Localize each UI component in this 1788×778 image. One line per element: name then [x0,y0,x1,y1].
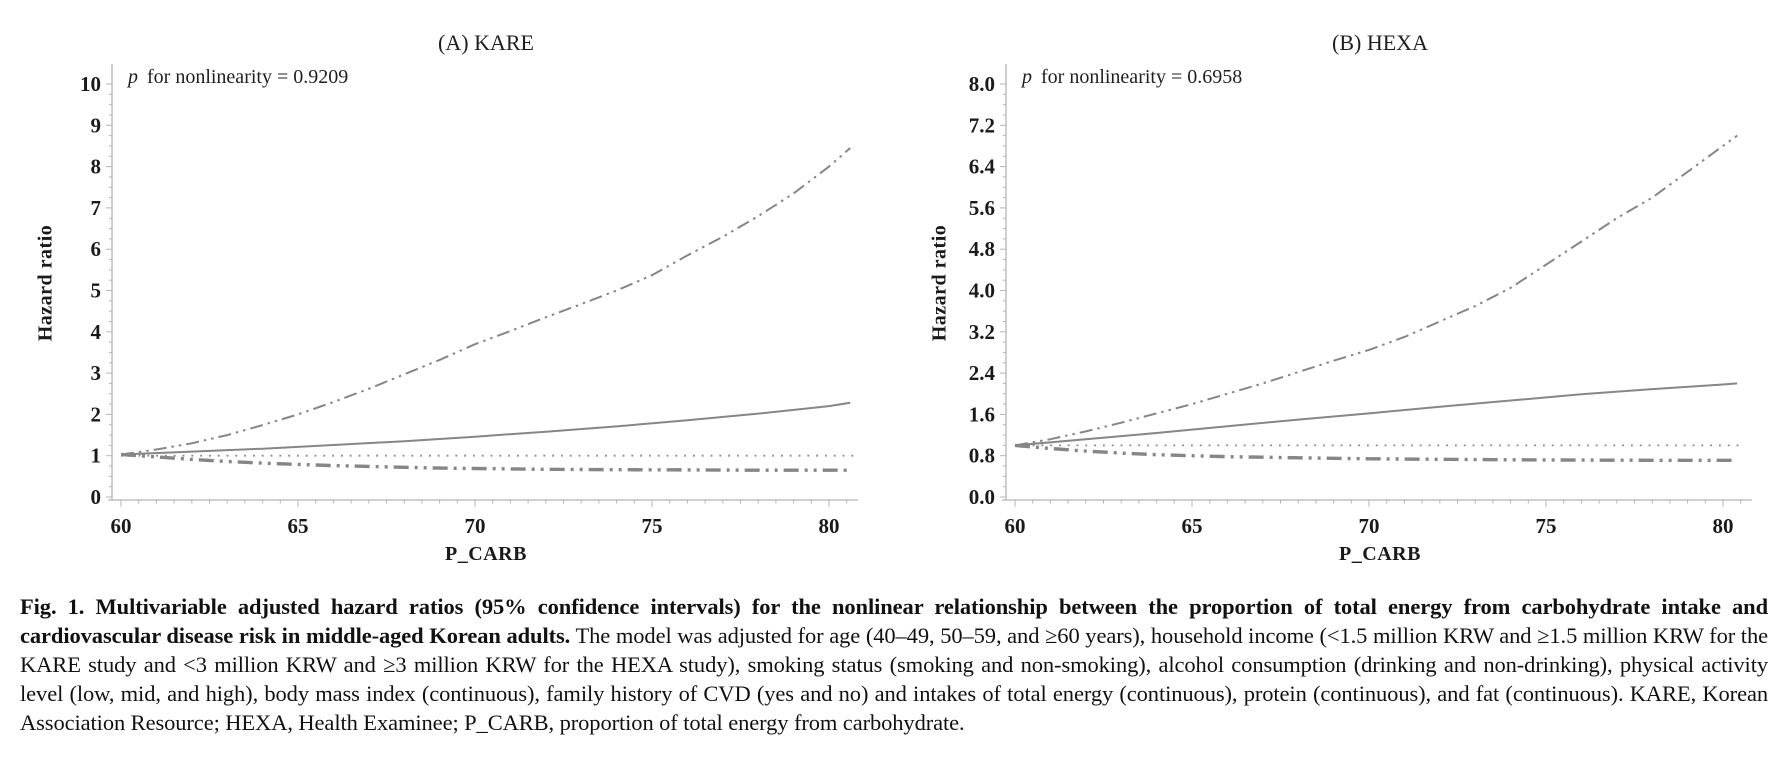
y-tick-label: 6 [90,237,101,262]
y-tick-label: 1.6 [968,402,995,427]
panel-b-title: (B) HEXA [1332,30,1428,55]
panel-a-title: (A) KARE [438,30,534,55]
y-tick-label: 8.0 [968,72,995,96]
x-tick-label: 65 [287,514,309,538]
panel-kare [0,0,894,580]
panel-hexa [894,0,1788,580]
x-tick-label: 70 [1358,514,1380,538]
y-tick-label: 7 [90,195,101,220]
plot-area-hexa [894,0,1788,580]
x-axis-title-b: P_CARB [1339,543,1421,565]
y-tick-label: 0.0 [968,485,995,509]
y-tick-label: 2 [90,402,101,427]
y-tick-label: 10 [80,72,101,96]
y-tick-label: 3.2 [968,319,995,344]
y-tick-label: 8 [90,154,101,179]
x-axis-title-a: P_CARB [445,543,527,565]
p-value-text: for nonlinearity = 0.9209 [142,66,349,88]
series-upper-95ci [121,148,850,455]
x-tick-label: 75 [1535,514,1557,538]
p-value-text: for nonlinearity = 0.6958 [1036,66,1243,88]
series-upper-95ci [1015,136,1737,446]
x-tick-label: 60 [110,514,132,538]
plot-area-kare [0,0,894,580]
series-lower-95ci [1015,445,1737,460]
p-symbol: p [1022,66,1032,88]
series-hazard-ratio [1015,383,1737,445]
y-axis-title-b: Hazard ratio [928,224,951,342]
series-hazard-ratio [121,403,850,455]
x-tick-label: 65 [1181,514,1203,538]
y-tick-label: 5 [90,278,101,303]
y-tick-label: 0.8 [968,443,995,468]
caption-body-text: The model was adjusted for age (40–49, 50–59, and ≥60 years), household income (<1.5 million KRW and ≥1.5 million KRW for the KARE study and <3 million KRW and ≥3 million KRW for the HEXA study), smoking status (smoking and non-smoking), alcohol consumption (drinking and non-drinking), physical activity level (low, mid, and high), body mass index (continuous), family history of CVD (yes and no) and intakes of total energy (continuous), protein (continuous), and fat (continuous). KARE, Korean Association Resource; HEXA, Health Examinee; P_CARB, proportion of total energy from carbohydrate. [20,623,1768,735]
p-symbol: p [128,66,138,88]
y-tick-label: 4.0 [968,278,995,303]
x-tick-label: 80 [818,514,840,538]
y-tick-label: 5.6 [968,195,995,220]
y-tick-label: 9 [90,113,101,138]
caption-bold-text: Fig. 1. Multivariable adjusted hazard ratios (95% confidence intervals) for the nonlinear relationship between the proportion of total energy from carbohydrate intake and cardiovascular disease risk in middle-aged Korean adults. [20,594,1768,648]
y-tick-label: 2.4 [968,361,995,386]
x-tick-label: 70 [464,514,486,538]
y-tick-label: 4 [90,319,101,344]
series-lower-95ci [121,455,850,471]
y-tick-label: 6.4 [968,154,995,179]
x-tick-label: 75 [641,514,663,538]
y-axis-title-a: Hazard ratio [34,224,57,342]
x-tick-label: 80 [1712,514,1734,538]
figure-caption [20,592,1768,737]
y-tick-label: 3 [90,361,101,386]
y-tick-label: 7.2 [968,113,995,138]
y-tick-label: 4.8 [968,237,995,262]
y-tick-label: 1 [90,443,101,468]
y-tick-label: 0 [90,485,101,509]
x-tick-label: 60 [1004,514,1026,538]
